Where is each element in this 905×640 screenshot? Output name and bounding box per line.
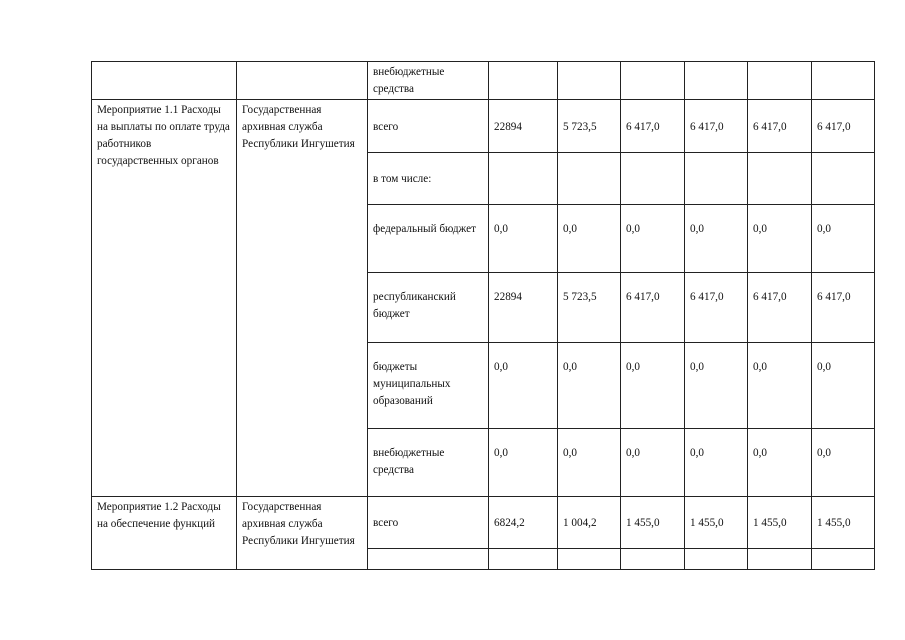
value-cell: 0,0 — [812, 429, 875, 497]
value-cell — [748, 153, 812, 205]
value-cell: 0,0 — [558, 205, 621, 273]
value-cell: 6824,2 — [489, 497, 558, 549]
value-cell: 0,0 — [621, 205, 685, 273]
value-cell — [558, 62, 621, 100]
source-cell: внебюджетные средства — [368, 62, 489, 100]
value-cell: 0,0 — [685, 205, 748, 273]
value-cell: 0,0 — [748, 343, 812, 429]
table-row — [92, 100, 875, 153]
value-cell — [812, 62, 875, 100]
measure-name-cell: Мероприятие 1.1 Расходы на выплаты по оплате труда работников государственных органов — [92, 100, 237, 497]
value-cell: 0,0 — [489, 343, 558, 429]
value-cell — [748, 62, 812, 100]
value-cell: 22894 — [489, 273, 558, 343]
value-cell — [621, 153, 685, 205]
value-cell: 1 455,0 — [685, 497, 748, 549]
value-cell: 6 417,0 — [685, 100, 748, 153]
value-cell — [489, 62, 558, 100]
table-row — [92, 497, 875, 549]
value-cell: 0,0 — [748, 429, 812, 497]
value-cell: 0,0 — [812, 205, 875, 273]
value-cell: 6 417,0 — [621, 100, 685, 153]
value-cell: 0,0 — [489, 205, 558, 273]
executor-cell: Государственная архивная служба Республики Ингушетия — [237, 100, 368, 497]
value-cell: 22894 — [489, 100, 558, 153]
value-cell: 0,0 — [685, 343, 748, 429]
value-cell — [621, 549, 685, 570]
value-cell: 1 455,0 — [621, 497, 685, 549]
value-cell: 0,0 — [489, 429, 558, 497]
source-cell: всего — [368, 100, 489, 153]
value-cell: 6 417,0 — [685, 273, 748, 343]
value-cell: 6 417,0 — [812, 273, 875, 343]
value-cell: 1 455,0 — [812, 497, 875, 549]
value-cell: 0,0 — [558, 343, 621, 429]
table-row — [92, 62, 875, 100]
executor-cell-empty — [237, 62, 368, 100]
budget-table — [91, 61, 875, 570]
value-cell — [685, 153, 748, 205]
value-cell — [558, 549, 621, 570]
value-cell — [489, 153, 558, 205]
value-cell: 0,0 — [558, 429, 621, 497]
value-cell: 1 004,2 — [558, 497, 621, 549]
value-cell: 0,0 — [748, 205, 812, 273]
measure-name-cell: Мероприятие 1.2 Расходы на обеспечение функций — [92, 497, 237, 570]
value-cell: 6 417,0 — [812, 100, 875, 153]
source-cell: республиканский бюджет — [368, 273, 489, 343]
source-cell — [368, 549, 489, 570]
value-cell — [558, 153, 621, 205]
value-cell — [489, 549, 558, 570]
measure-cell-empty — [92, 62, 237, 100]
value-cell — [685, 62, 748, 100]
value-cell: 6 417,0 — [748, 100, 812, 153]
value-cell: 1 455,0 — [748, 497, 812, 549]
value-cell: 0,0 — [621, 343, 685, 429]
source-cell: внебюджетные средства — [368, 429, 489, 497]
value-cell: 0,0 — [621, 429, 685, 497]
source-cell: всего — [368, 497, 489, 549]
value-cell: 0,0 — [685, 429, 748, 497]
source-cell: бюджеты муниципальных образований — [368, 343, 489, 429]
value-cell: 5 723,5 — [558, 273, 621, 343]
value-cell — [812, 549, 875, 570]
source-cell: федеральный бюджет — [368, 205, 489, 273]
value-cell — [748, 549, 812, 570]
value-cell: 5 723,5 — [558, 100, 621, 153]
value-cell — [812, 153, 875, 205]
value-cell — [621, 62, 685, 100]
source-cell: в том числе: — [368, 153, 489, 205]
value-cell: 6 417,0 — [748, 273, 812, 343]
value-cell: 0,0 — [812, 343, 875, 429]
executor-cell: Государственная архивная служба Республики Ингушетия — [237, 497, 368, 570]
value-cell: 6 417,0 — [621, 273, 685, 343]
value-cell — [685, 549, 748, 570]
